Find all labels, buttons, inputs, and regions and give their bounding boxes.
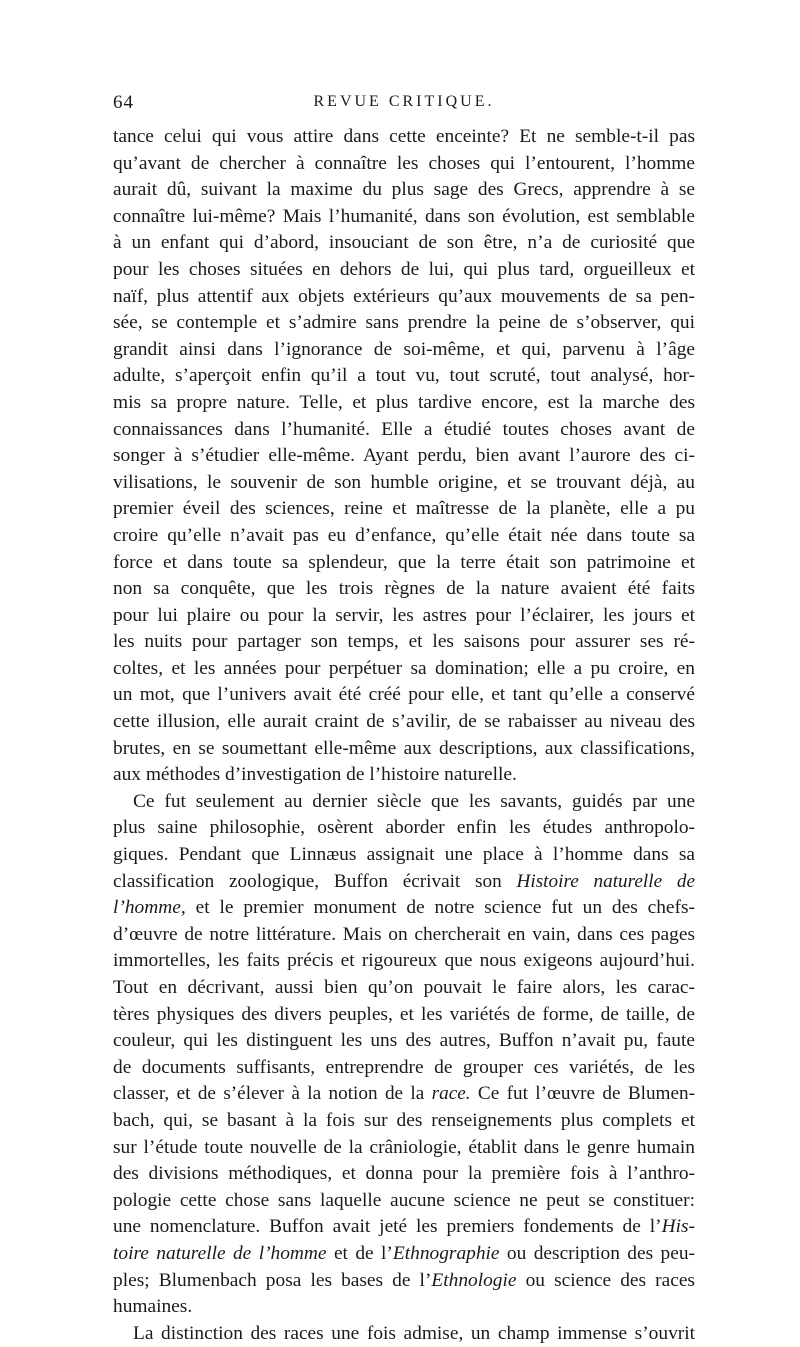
text-segment: pologie cette chose sans laquelle aucune science ne peut se constituer: [113, 1189, 695, 1211]
text-segment: Tout en décrivant, aussi bien qu’on pouvait le faire alors, les carac- [113, 977, 695, 998]
text-segment: pour lui plaire ou pour la servir, les astres pour l’éclairer, les jours et [113, 604, 695, 626]
text-line [113, 1321, 695, 1347]
text-segment: brutes, en se soumettant elle-même aux descriptions, aux classifications, [113, 737, 695, 759]
text-line [113, 682, 695, 709]
text-segment: connaître lui-même? Mais l’humanité, dans son évolution, est semblable [113, 205, 695, 227]
text-line [113, 576, 695, 603]
text-segment: immortelles, les faits précis et rigoureux que nous exigeons aujourd’hui. [113, 950, 695, 972]
text-segment: grandit ainsi dans l’ignorance de soi-même, et qui, parvenu à l’âge [113, 338, 695, 360]
text-segment: ou science des races [516, 1269, 695, 1291]
italic-text: l’homme, [113, 897, 186, 919]
text-segment: plus saine philosophie, osèrent aborder enfin les études anthropolo- [113, 817, 695, 839]
text-segment: classification zoologique, Buffon écrivait son [113, 870, 517, 892]
text-line [113, 1188, 695, 1215]
text-line [113, 1241, 695, 1268]
text-segment: tance celui qui vous attire dans cette enceinte? Et ne semble-t-il pas [113, 126, 695, 147]
text-segment: couleur, qui les distinguent les uns des autres, Buffon n’avait pu, faute [113, 1030, 695, 1052]
text-line [113, 151, 695, 178]
text-segment: adulte, s’aperçoit enfin qu’il a tout vu, tout scruté, tout analysé, hor- [113, 365, 695, 387]
text-line [113, 948, 695, 975]
text-segment: non sa conquête, que les trois règnes de la nature avaient été faits [113, 578, 695, 600]
text-line [113, 124, 695, 151]
text-segment: ou description des peu- [499, 1242, 695, 1264]
text-line [113, 789, 695, 816]
text-line [113, 736, 695, 763]
text-segment: naïf, plus attentif aux objets extérieurs qu’aux mouvements de sa pen- [113, 285, 695, 307]
text-segment: Ce fut seulement au dernier siècle que les savants, guidés par une [133, 790, 695, 812]
text-segment: croire qu’elle n’avait pas eu d’enfance, qu’elle était née dans toute sa [113, 524, 695, 546]
text-segment: et de l’ [326, 1242, 393, 1264]
text-segment: une nomenclature. Buffon avait jeté les premiers fondements de l’ [113, 1216, 662, 1238]
page-number: 64 [113, 92, 134, 113]
text-segment: pour les choses situées en dehors de lui, qui plus tard, orgueilleux et [113, 258, 695, 280]
text-line [113, 895, 695, 922]
text-segment: sée, se contemple et s’admire sans prendre la peine de s’observer, qui [113, 312, 695, 334]
running-head [113, 92, 695, 116]
body-text [113, 124, 695, 1347]
text-segment: connaissances dans l’humanité. Elle a étudié toutes choses avant de [113, 418, 695, 440]
text-line [113, 204, 695, 231]
text-line [113, 390, 695, 417]
text-segment: qu’avant de chercher à connaître les choses qui l’entourent, l’homme [113, 152, 695, 174]
text-line [113, 550, 695, 577]
text-line [113, 470, 695, 497]
text-line [113, 656, 695, 683]
italic-text: Ethnographie [392, 1242, 500, 1264]
text-line [113, 1081, 695, 1108]
text-line [113, 815, 695, 842]
text-line [113, 177, 695, 204]
text-line [113, 603, 695, 630]
text-line [113, 1002, 695, 1029]
text-segment: tères physiques des divers peuples, et les variétés de forme, de taille, de [113, 1003, 695, 1025]
text-segment: force et dans toute sa splendeur, que la terre était son patrimoine et [113, 551, 695, 573]
text-line [113, 709, 695, 736]
text-line [113, 975, 695, 1002]
text-line [113, 1028, 695, 1055]
text-line [113, 284, 695, 311]
italic-text: race. [431, 1083, 471, 1105]
italic-text: His- [661, 1216, 695, 1238]
text-line [113, 1294, 695, 1321]
text-line [113, 230, 695, 257]
text-line [113, 337, 695, 364]
italic-text: toire naturelle de l’homme [113, 1242, 327, 1264]
text-line [113, 1135, 695, 1162]
text-segment: de documents suffisants, entreprendre de grouper ces variétés, de les [113, 1056, 695, 1078]
text-line [113, 1055, 695, 1082]
italic-text: Ethnologie [431, 1269, 517, 1291]
text-segment: giques. Pendant que Linnæus assignait une place à l’homme dans sa [113, 844, 695, 866]
text-segment: et le premier monument de notre science fut un des chefs- [185, 897, 695, 919]
text-segment: les nuits pour partager son temps, et les saisons pour assurer ses ré- [113, 631, 695, 653]
text-line [113, 1161, 695, 1188]
text-line [113, 363, 695, 390]
text-segment: classer, et de s’élever à la notion de la [113, 1083, 432, 1105]
text-line [113, 1214, 695, 1241]
running-title: REVUE CRITIQUE. [313, 93, 495, 110]
text-line [113, 629, 695, 656]
text-line [113, 443, 695, 470]
text-line [113, 257, 695, 284]
text-line [113, 1108, 695, 1135]
italic-text: Histoire naturelle de [516, 870, 695, 892]
text-segment: un mot, que l’univers avait été créé pour elle, et tant qu’elle a conservé [113, 684, 695, 706]
text-segment: humaines. [113, 1296, 193, 1318]
text-line [113, 523, 695, 550]
text-line [113, 922, 695, 949]
text-segment: cette illusion, elle aurait craint de s’avilir, de se rabaisser au niveau des [113, 711, 695, 733]
text-segment: Ce fut l’œuvre de Blumen- [470, 1083, 695, 1105]
text-line [113, 762, 695, 789]
text-segment: sur l’étude toute nouvelle de la crâniologie, établit dans le genre humain [113, 1136, 695, 1158]
text-segment: coltes, et les années pour perpétuer sa domination; elle a pu croire, en [113, 657, 695, 679]
text-segment: La distinction des races une fois admise, un champ immense s’ouvrit [133, 1322, 695, 1344]
text-segment: mis sa propre nature. Telle, et plus tardive encore, est la marche des [113, 391, 695, 413]
text-segment: ples; Blumenbach posa les bases de l’ [113, 1269, 432, 1291]
text-line [113, 869, 695, 896]
text-segment: bach, qui, se basant à la fois sur des renseignements plus complets et [113, 1109, 695, 1131]
text-line [113, 1268, 695, 1295]
text-segment: vilisations, le souvenir de son humble origine, et se trouvant déjà, au [113, 471, 695, 493]
text-segment: aurait dû, suivant la maxime du plus sage des Grecs, apprendre à se [113, 179, 695, 201]
text-segment: à un enfant qui d’abord, insouciant de son être, n’a de curiosité que [113, 232, 695, 254]
text-segment: premier éveil des sciences, reine et maîtresse de la planète, elle a pu [113, 498, 695, 520]
text-line [113, 842, 695, 869]
text-segment: d’œuvre de notre littérature. Mais on chercherait en vain, dans ces pages [113, 923, 695, 945]
text-segment: des divisions méthodiques, et donna pour la première fois à l’anthro- [113, 1163, 695, 1185]
text-segment: songer à s’étudier elle-même. Ayant perdu, bien avant l’aurore des ci- [113, 445, 695, 467]
text-line [113, 310, 695, 337]
text-line [113, 417, 695, 444]
text-segment: aux méthodes d’investigation de l’histoire naturelle. [113, 764, 517, 786]
text-line [113, 496, 695, 523]
